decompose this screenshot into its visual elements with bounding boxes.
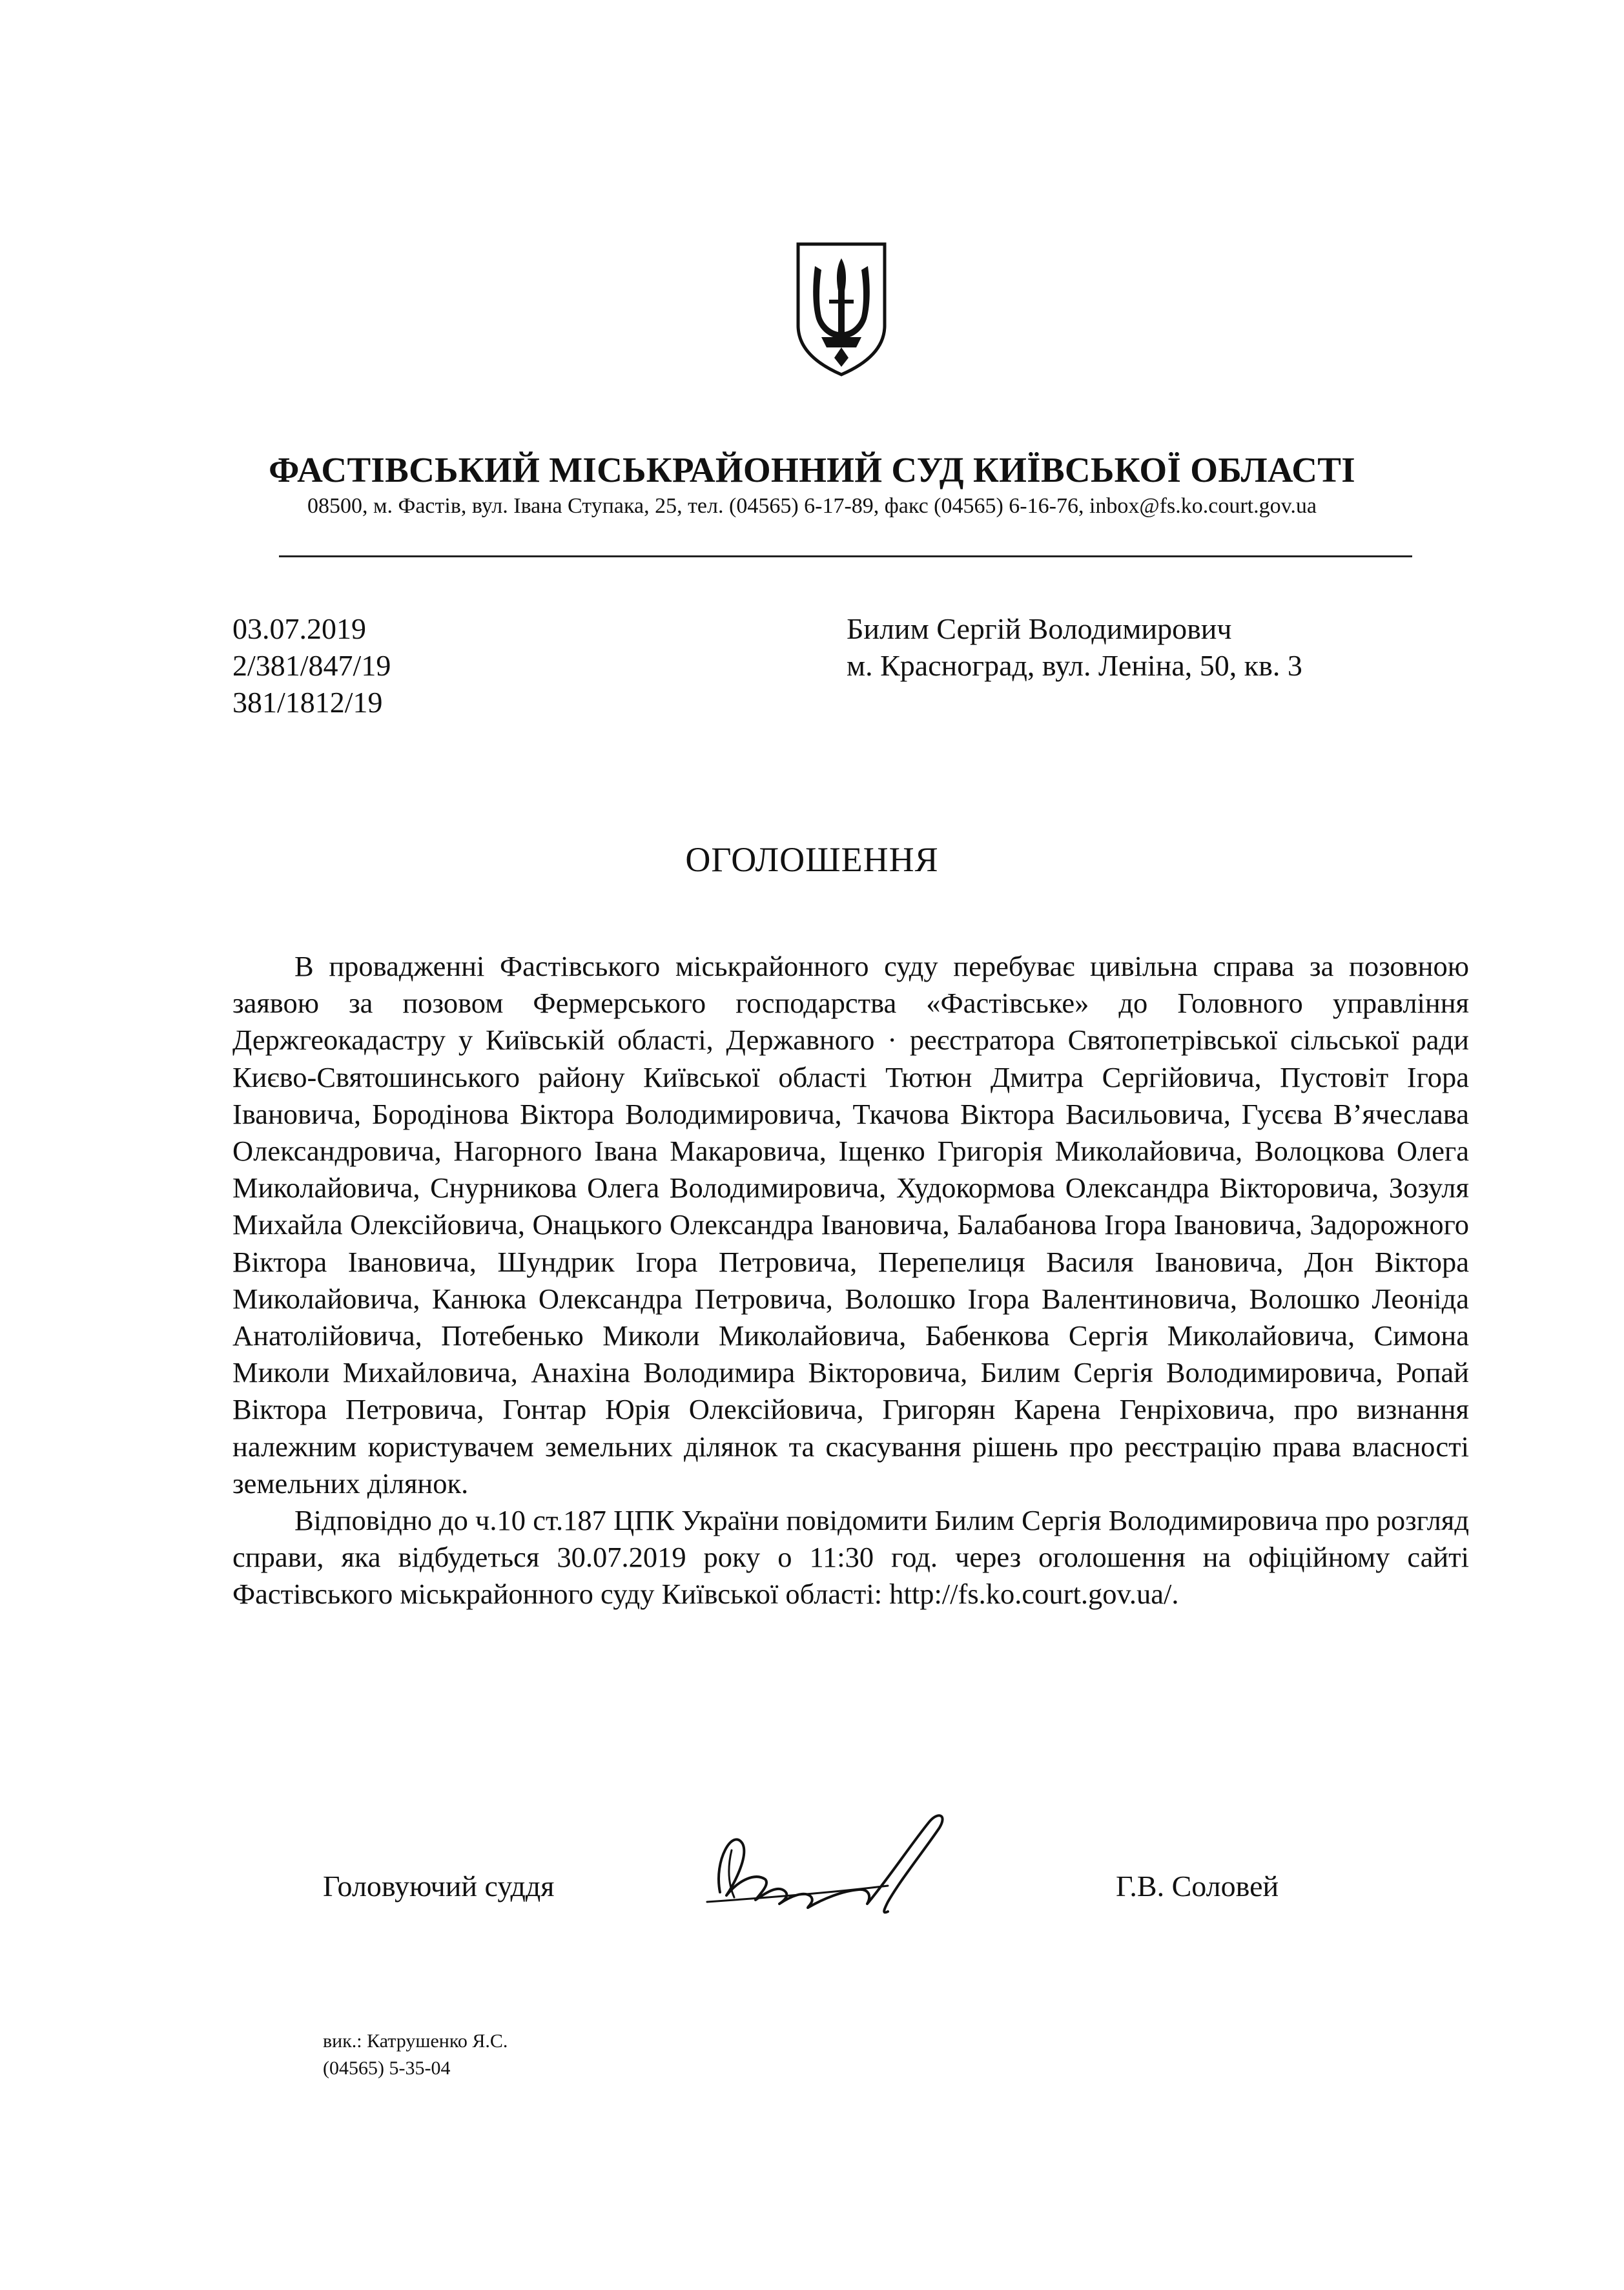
handwritten-signature [694,1782,965,1931]
document-body [232,948,1469,1613]
document-title: ОГОЛОШЕННЯ [685,840,939,879]
recipient-block [847,610,1302,684]
recipient-name: Билим Сергій Володимирович [847,612,1232,645]
executor-name: вик.: Катрушенко Я.С. [323,2030,508,2052]
executor-phone: (04565) 5-35-04 [323,2058,451,2079]
coat-of-arms-icon [793,240,890,377]
case-number: 2/381/847/19 [232,649,391,682]
court-name: ФАСТІВСЬКИЙ МІСЬКРАЙОННИЙ СУД КИЇВСЬКОЇ ОБЛАСТІ [269,450,1355,490]
header-divider [279,555,1412,557]
document-meta [232,610,391,721]
trident-icon [793,240,890,377]
signatory-role: Головуючий суддя [323,1870,555,1903]
body-paragraph-1: В провадженні Фастівського міськрайонного суду перебуває цивільна справа за позовною заявою за позовом Фермерського господарства «Фастівське» до Головного управління Держгеокадастру у Київській області, Державного · реєстратора Святопетрівської сільської ради Києво-Святошинського району Київської області Тютюн Дмитра Сергійовича, Пустовіт Ігора Івановича, Бородінова Віктора Володимировича, Ткачова Віктора Васильовича, Гусєва В’ячеслава Олександровича, Нагорного Івана Макаровича, Іщенко Григорія Миколайовича, Волоцкова Олега Миколайовича, Снурникова Олега Володимировича, Худокормова Олександра Вікторовича, Зозуля Михайла Олексійовича, Онацького Олександра Івановича, Балабанова Ігора Івановича, Задорожного Віктора Івановича, Шундрик Ігора Петровича, Перепелиця Василя Івановича, Дон Віктора Миколайовича, Канюка Олександра Петровича, Волошко Ігора Валентиновича, Волошко Леоніда Анатолійовича, Потебенько Миколи Миколайовича, Бабенкова Сергія Миколайовича, Симона Миколи Михайловича, Анахіна Володимира Вікторовича, Билим Сергія Володимировича, Ропай Віктора Петровича, Гонтар Юрія Олексійовича, Григорян Карена Генріховича, про визнання належним користувачем земельних ділянок та скасування рішень про реєстрацію права власності земельних ділянок. [232,950,1469,1500]
body-paragraph-2: Відповідно до ч.10 ст.187 ЦПК України повідомити Билим Сергія Володимировича про розгляд справи, яка відбудеться 30.07.2019 року о 11:30 год. через оголошення на офіційному сайті Фастівського міськрайонного суду Київської області: http://fs.ko.court.gov.ua/. [232,1504,1469,1611]
registration-number: 381/1812/19 [232,686,383,719]
court-address: 08500, м. Фастів, вул. Івана Ступака, 25, тел. (04565) 6-17-89, факс (04565) 6-16-76, inbox@fs.ko.court.gov.ua [307,494,1317,518]
recipient-address: м. Красноград, вул. Леніна, 50, кв. 3 [847,649,1302,682]
document-date: 03.07.2019 [232,612,366,645]
signatory-name: Г.В. Соловей [1116,1870,1279,1903]
executor-block [323,2028,508,2082]
